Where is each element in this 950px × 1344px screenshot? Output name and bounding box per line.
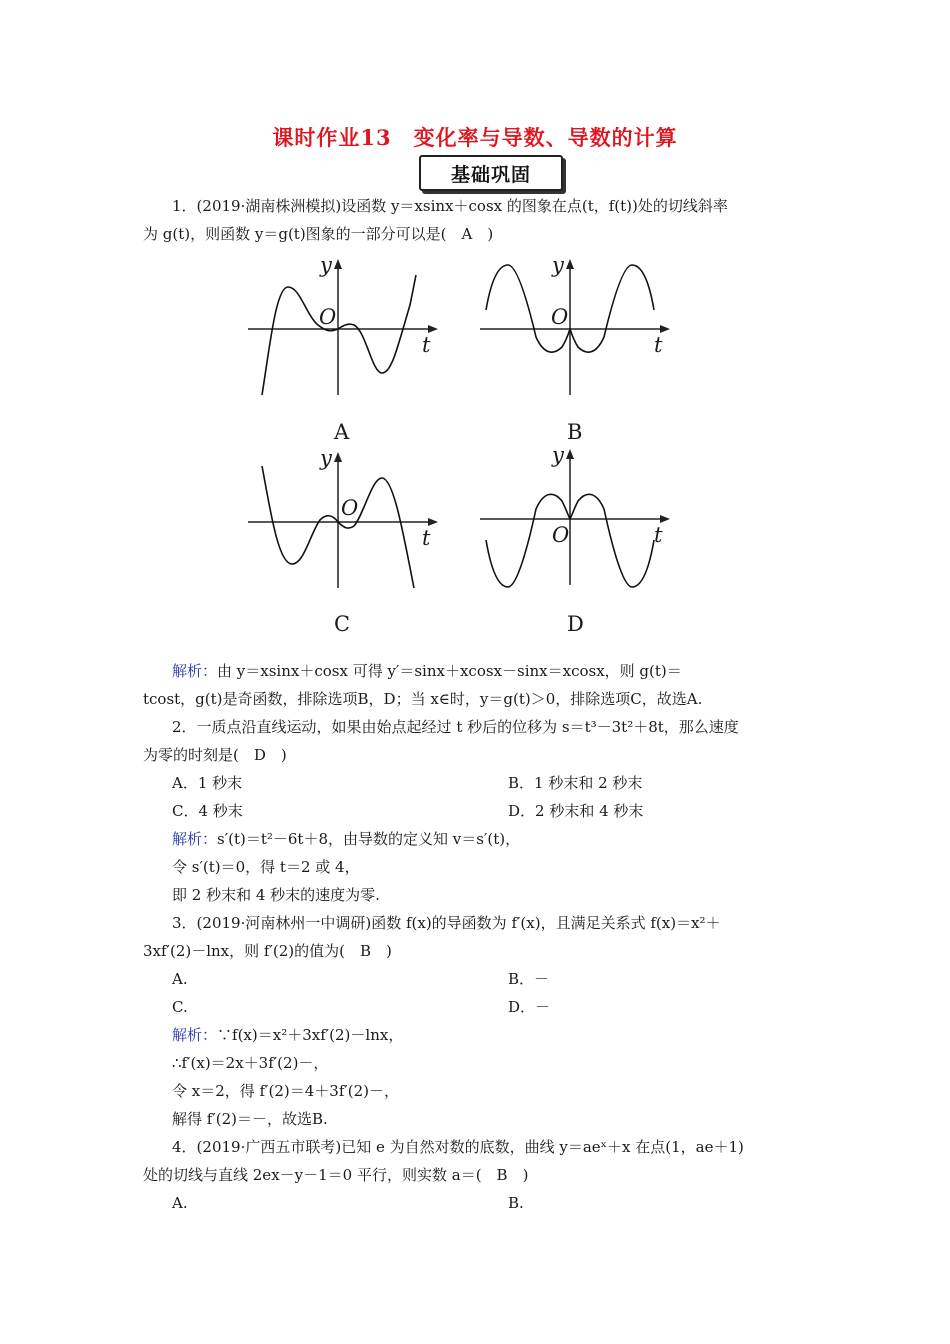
q3-solution-line2: ∴f′(x)＝2x＋3f′(2)－， [172, 1054, 329, 1072]
q2-option-b: B．1 秒末和 2 秒末 [508, 774, 643, 792]
q2-line1: 2．一质点沿直线运动，如果由始点起经过 t 秒后的位移为 s＝t³－3t²＋8t，那么速度 [172, 718, 739, 736]
t-axis-arrow [660, 515, 670, 523]
q3-option-a: A. [172, 970, 188, 988]
y-axis-arrow [566, 259, 574, 269]
graph-d-y: y [552, 443, 564, 467]
q3-solution-text1: ∵f(x)＝x²＋3xf′(2)－lnx， [217, 1026, 404, 1044]
q2-solution-text1: s′(t)＝t²－6t＋8，由导数的定义知 v＝s′(t)， [217, 830, 521, 848]
t-axis-arrow [660, 325, 670, 333]
graph-a-origin: O [319, 305, 337, 329]
section-badge [419, 155, 563, 191]
q3-solution-line3: 令 x＝2，得 f′(2)＝4＋3f′(2)－， [172, 1082, 400, 1100]
graph-b-t: t [654, 333, 663, 357]
q4-option-a: A. [172, 1194, 188, 1212]
q2-option-c: C．4 秒末 [172, 802, 243, 820]
q3-option-b: B．－ [508, 970, 550, 988]
q1-line1: 1．(2019·湖南株洲模拟)设函数 y＝xsinx＋cosx 的图象在点(t，f(t))处的切线斜率 [172, 197, 728, 215]
y-axis-arrow [566, 449, 574, 459]
graph-b [480, 255, 680, 404]
graph-a-y: y [320, 253, 332, 277]
graph-c-label: C [334, 612, 351, 636]
q1-solution-line2: tcost，g(t)是奇函数，排除选项B，D；当 x∈时，y＝g(t)＞0，排除选项C，故选A. [143, 690, 703, 708]
q3-option-c: C. [172, 998, 188, 1016]
q1-solution-tag: 解析： [172, 662, 218, 680]
graph-d-origin: O [552, 523, 570, 547]
q2-solution-tag: 解析： [172, 830, 218, 848]
q4-line2: 处的切线与直线 2ex－y－1＝0 平行，则实数 a＝( B ) [143, 1166, 529, 1184]
q3-solution-line1 [172, 1024, 403, 1046]
y-axis-arrow [334, 452, 342, 462]
q2-line2: 为零的时刻是( D ) [143, 746, 287, 764]
t-axis-arrow [428, 325, 438, 333]
section-label: 基础巩固 [450, 164, 531, 186]
graph-d [480, 445, 680, 594]
q2-solution-line3: 即 2 秒末和 4 秒末的速度为零. [172, 886, 380, 904]
graph-b-label: B [567, 420, 583, 444]
graph-d-t: t [654, 523, 663, 547]
graph-a-t: t [422, 333, 431, 357]
q2-solution-line1 [172, 828, 520, 850]
q2-option-a: A．1 秒末 [172, 774, 243, 792]
graph-d-label: D [567, 612, 584, 636]
q3-line2: 3xf′(2)－lnx，则 f′(2)的值为( B ) [143, 942, 392, 960]
q1-line2: 为 g(t)，则函数 y＝g(t)图象的一部分可以是( A ) [143, 225, 494, 243]
q1-solution-text1: 由 y＝xsinx＋cosx 可得 y′＝sinx＋xcosx－sinx＝xcosx，则 g(t)＝ [217, 662, 682, 680]
graph-c-y: y [320, 446, 332, 470]
q3-option-d: D．－ [508, 998, 551, 1016]
q2-option-d: D．2 秒末和 4 秒末 [508, 802, 644, 820]
q3-line1: 3．(2019·河南林州一中调研)函数 f(x)的导函数为 f′(x)，且满足关系式 f(x)＝x²＋ [172, 914, 721, 932]
q3-solution-tag: 解析： [172, 1026, 218, 1044]
t-axis-arrow [428, 518, 438, 526]
graph-a-label: A [334, 420, 350, 444]
graph-c [248, 448, 448, 597]
graph-a [248, 255, 448, 404]
q1-solution-line1 [172, 660, 682, 682]
graph-b-y: y [552, 253, 564, 277]
q2-solution-line2: 令 s′(t)＝0，得 t＝2 或 4， [172, 858, 360, 876]
q4-line1: 4．(2019·广西五市联考)已知 e 为自然对数的底数，曲线 y＝aeˣ＋x 在点(1，ae＋1) [172, 1138, 744, 1156]
y-axis-arrow [334, 259, 342, 269]
q3-solution-line4: 解得 f′(2)＝－，故选B. [172, 1110, 328, 1128]
graph-c-origin: O [341, 496, 359, 520]
graph-b-origin: O [551, 305, 569, 329]
graph-c-t: t [422, 526, 431, 550]
q4-option-b: B. [508, 1194, 524, 1212]
curve-a [262, 275, 416, 395]
page-title: 课时作业13 变化率与导数、导数的计算 [272, 125, 678, 150]
